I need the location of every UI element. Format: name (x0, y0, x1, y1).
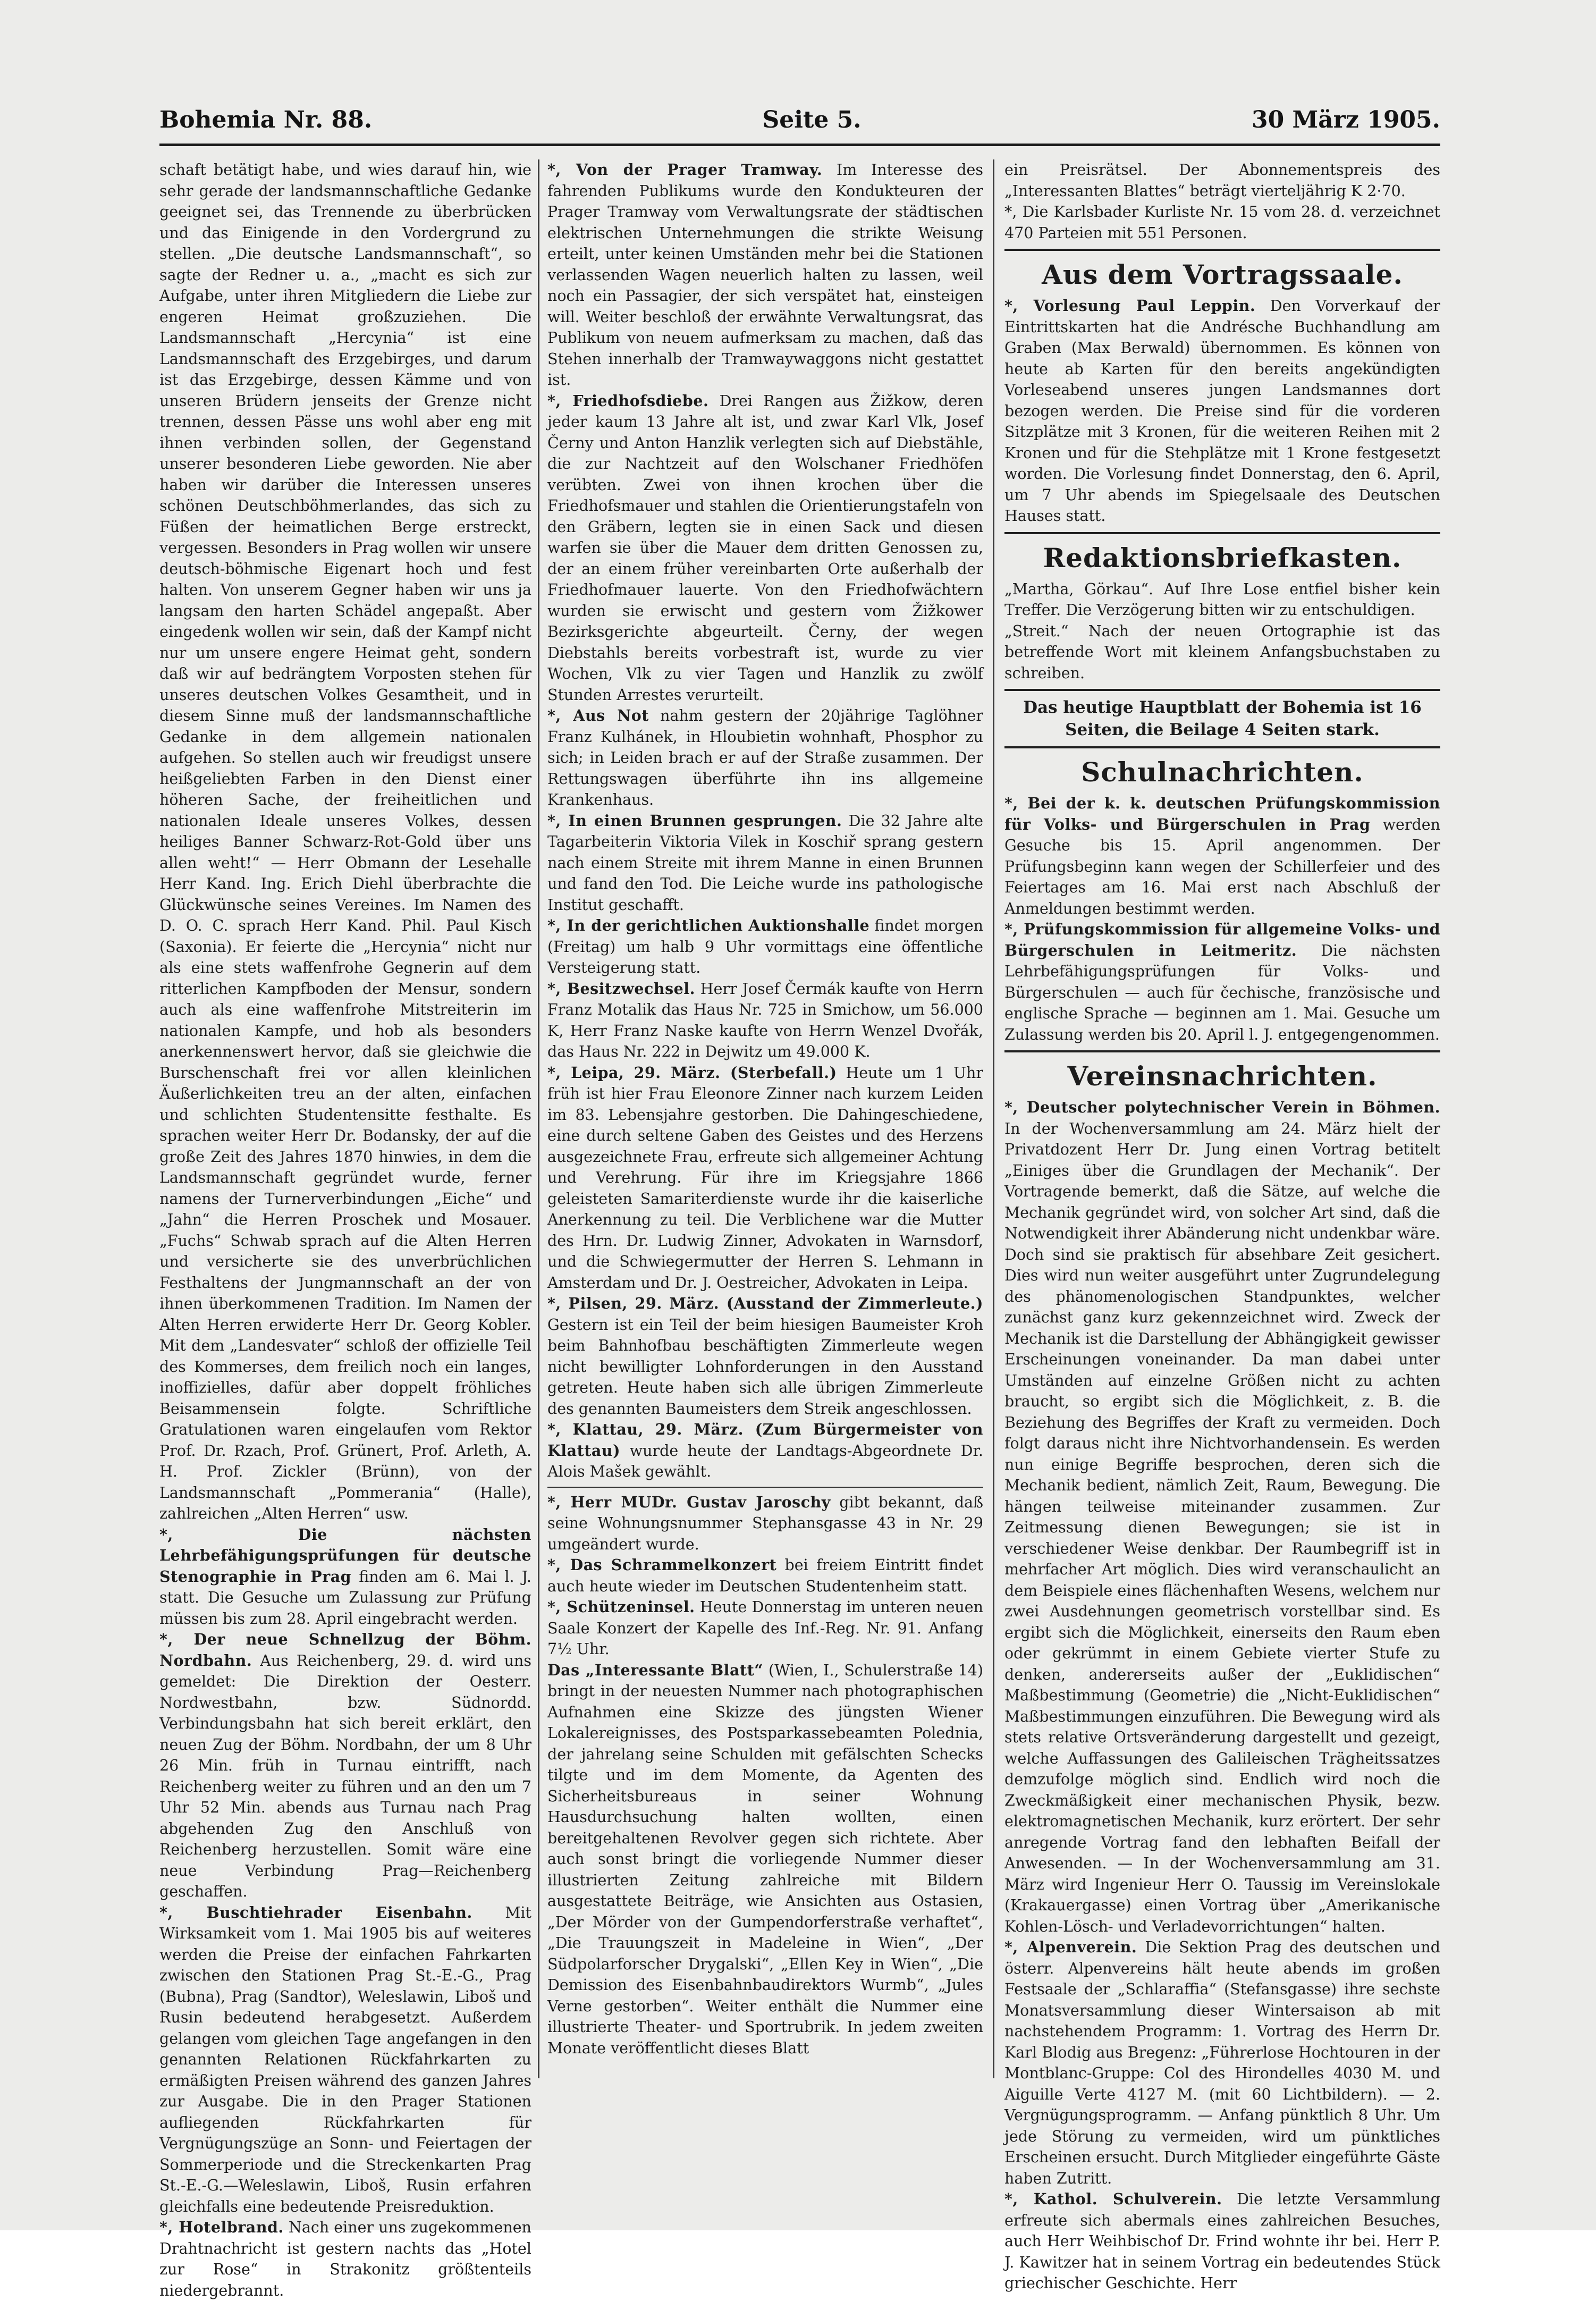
column-2 (547, 159, 984, 2057)
item-heading: *, Pilsen, 29. März. (Ausstand der Zimmerleute.) (547, 1294, 983, 1312)
notice-text: Das heutige Hauptblatt der Bohemia ist 16 Seiten, die Beilage 4 Seiten stark. (1023, 698, 1422, 739)
column-1 (159, 159, 531, 2299)
section-rule (1004, 689, 1440, 691)
column-divider (993, 159, 994, 2078)
item-body: werden Gesuche bis 15. April angenommen. Der Prüfungsbeginn kann wegen der Schillerfeier und des Feiertages am 16. Mai erst nach Abschluß der Anmeldungen bestimmt werden. (1004, 815, 1440, 917)
item-heading: *, Friedhofsdiebe. (547, 391, 709, 410)
news-item (547, 1597, 983, 1660)
news-item (547, 1063, 983, 1294)
section-title: Aus dem Vortragssaale. (1042, 259, 1403, 290)
news-item (1004, 296, 1440, 527)
section-rule (1004, 249, 1440, 251)
item-heading: *, Klattau, 29. März. (Zum Bürgermeister von Klattau) (547, 1420, 983, 1460)
item-heading: *, Prüfungskommission für allgemeine Volks- und Bürgerschulen in Leitmeritz. (1004, 920, 1440, 959)
item-body: Heute Donnerstag im unteren neuen Saale Konzert der Kapelle des Inf.-Reg. Nr. 91. Anfang 7½ Uhr. (547, 1598, 983, 1658)
item-body: In der Wochenversammlung am 24. März hielt der Privatdozent Herr Dr. Jung einen Vortrag betitelt „Einiges über die Grundlagen der Mechanik“. Der Vortragende bemerkt, daß die Sätze, auf welche die Mechanik gegründet wird, von solcher Art sind, daß die Notwendigkeit ihrer Abänderung nicht undenkbar wäre. Doch sind sie praktisch für absehbare Zeit gesichert. Dies wird nun weiter ausgeführt unter Zugrundelegung des phänomenologischen Standpunktes, welcher zunächst ganz kurz gekennzeichnet wird. Zweck der Mechanik ist die Darstellung der Abhängigkeit gewisser Erscheinungen voneinander. Da man dabei unter Umständen auf einzelne Größen nicht zu achten braucht, so ergibt sich die Möglichkeit, z. B. die Beziehung des Begriffes der Kraft zu vermeiden. Doch folgt daraus nicht ihre Nichtvorhandensein. Es werden nun einige Begriffe besprochen, deren sich die Mechanik bedient, nämlich Zeit, Raum, Bewegung. Die hängen teilweise miteinander zusammen. Zur Zeitmessung dienen Bewegungen; sie ist in verschiedener Weise denkbar. Der Raumbegriff ist in mehrfacher Art möglich. Dies wird veranschaulicht an dem Beispiele eines flächenhaften Wesens, welchem nur zwei Ausdehnungen geometrisch vorstellbar sind. Es ergibt sich die Möglichkeit, einerseits den Raum eben oder gekrümmt in einem Gebiete vierter Stufe zu denken, andererseits außer der „Euklidischen“ Maßbestimmung (Geometrie) die „Nicht-Euklidischen“ Maßbestimmungen einzuführen. Die Bewegung wird als stets relative Ortsveränderung dargestellt und gezeigt, welche Auffassungen des Galileischen Trägheitssatzes demzufolge möglich sind. Endlich wird noch die Zweckmäßigkeit einer mechanischen Physik, bezw. elektromagnetischen Mechanik, kurz erörtert. Der sehr anregende Vortrag fand den lebhaften Beifall der Anwesenden. — In der Wochenversammlung am 31. März wird Ingenieur Herr O. Taussig im Vereinslokale (Krakauergasse) einen Vortrag über „Amerikanische Kohlen-Lösch- und Verladevorrichtungen“ halten. (1004, 1119, 1440, 1935)
column-3 (1004, 159, 1440, 2292)
item-heading: *, Das Schrammelkonzert (547, 1556, 777, 1574)
news-item (1004, 919, 1440, 1045)
item-body: nahm gestern der 20jährige Taglöhner Franz Kulhánek, in Hloubietin wohnhaft, Phosphor zu sich; in Leiden brach er auf der Straße zusammen. Der Rettungswagen überführte ihn ins allgemeine Krankenhaus. (547, 707, 983, 808)
item-body: Aus Reichenberg, 29. d. wird uns gemeldet: Die Direktion der Oesterr. Nordwestbahn, bzw. Südnordd. Verbindungsbahn hat sich bereit erklärt, den neuen Zug der Böhm. Nordbahn, der um 8 Uhr 26 Min. früh in Turnau eintrifft, nach Reichenberg weiter zu führen und an den um 7 Uhr 52 Min. abends aus Turnau nach Prag abgehenden Zug den Anschluß von Reichenberg herzustellen. Somit wäre eine neue Verbindung Prag—Reichenberg geschaffen. (159, 1651, 531, 1900)
section-rule (1004, 532, 1440, 534)
article-body: ein Preisrätsel. Der Abonnementspreis des „Interessanten Blattes“ beträgt vierteljährig K 2·70. (1004, 161, 1440, 200)
item-body: Nach einer uns zugekommenen Drahtnachricht ist gestern nachts das „Hotel zur Rose“ in Strakonitz größtenteils niedergebrannt. (159, 2219, 531, 2299)
item-heading: *, In einen Brunnen gesprungen. (547, 811, 842, 830)
news-item (1004, 793, 1440, 919)
page-number: Seite 5. (762, 106, 862, 133)
item-heading: *, Deutscher polytechnischer Verein in Böhmen. (1004, 1098, 1440, 1116)
news-item (547, 1492, 983, 1555)
item-body: Den Vorverkauf der Eintrittskarten hat die Andrésche Buchhandlung am Graben (Max Berwald) übernommen. Es können von heute ab Karten für den bereits angekündigten Vorleseabend unseres jungen Landsmannes dort bezogen werden. Die Preise sind für die vorderen Sitzplätze mit 3 Kronen, für die weiteren Reihen mit 2 Kronen und für die Stehplätze mit 1 Krone festgesetzt worden. Die Vorlesung findet Donnerstag, den 6. April, um 7 Uhr abends im Spiegelsaale des Deutschen Hauses statt. (1004, 297, 1440, 525)
news-item (159, 2217, 531, 2301)
news-item (547, 159, 983, 391)
item-body: Im Interesse des fahrenden Publikums wurde den Kondukteuren der Prager Tramway vom Verwaltungsrate der städtischen elektrischen Unternehmungen die strikte Weisung erteilt, unter keinen Umständen mehr bei die Stationen verlassenden Wagen neuerlich halten zu lassen, weil noch ein Passagier, der sich verspätet hat, einsteigen will. Weiter beschloß der erwähnte Verwaltungsrat, das Publikum von neuem aufmerksam zu machen, daß das Stehen innerhalb der Tramwaywaggons nicht gestattet ist. (547, 161, 983, 389)
item-heading: *, Der neue Schnellzug der Böhm. Nordbahn. (159, 1630, 531, 1670)
news-item: *, Die Karlsbader Kurliste Nr. 15 vom 28. d. verzeichnet 470 Parteien mit 551 Personen. (1004, 203, 1440, 242)
news-item (159, 1629, 531, 1902)
news-item (547, 1660, 983, 2059)
item-heading: *, Besitzwechsel. (547, 979, 696, 998)
item-body: wurde heute der Landtags-Abgeordnete Dr. Alois Mašek gewählt. (547, 1442, 983, 1480)
item-heading: *, Bei der k. k. deutschen Prüfungskommission für Volks- und Bürgerschulen in Prag (1004, 794, 1440, 833)
section-title: Vereinsnachrichten. (1067, 1060, 1378, 1092)
item-body: Heute um 1 Uhr früh ist hier Frau Eleonore Zinner nach kurzem Leiden im 83. Lebensjahre gestorben. Die Dahingeschiedene, eine durch seltene Gaben des Geistes und des Herzens ausgezeichnete Frau, erfreute sich allgemeiner Achtung und Verehrung. Für ihre im Kriegsjahre 1866 geleisteten Samariterdienste wurde ihr die kaiserliche Anerkennung zu teil. Die Verblichene war die Mutter des Hrn. Dr. Ludwig Zinner, Advokaten in Warnsdorf, und die Schwiegermutter der Herren S. Lehmann in Amsterdam und Dr. J. Oestreicher, Advokaten in Leipa. (547, 1064, 983, 1292)
page-header (159, 106, 1440, 149)
item-heading: *, Die nächsten Lehrbefähigungsprüfungen für deutsche Stenographie in Prag (159, 1525, 531, 1586)
item-body: finden am 6. Mai l. J. statt. Die Gesuche um Zulassung zur Prüfung müssen bis zum 28. April eingebracht werden. (159, 1567, 531, 1628)
item-body: Mit Wirksamkeit vom 1. Mai 1905 bis auf weiteres werden die Preise der einfachen Fahrkarten zwischen den Stationen Prag St.-E.-G., Prag (Bubna), Prag (Sandtor), Weleslawin, Liboš und Rusin bedeutend herabgesetzt. Außerdem gelangen vom gleichen Tage angefangen in den genannten Relationen Rückfahrkarten zu ermäßigten Preisen während des ganzen Jahres zur Ausgabe. Die in den Prager Stationen aufliegenden Rückfahrkarten für Vergnügungszüge an Sonn- und Feiertagen der Sommerperiode und die Streckenkarten Prag St.-E.-G.—Weleslawin, Liboš, Rusin erfahren gleichfalls eine bedeutende Preisreduktion. (159, 1903, 531, 2215)
section-rule (1004, 746, 1440, 748)
header-rule (159, 144, 1440, 146)
section-title: Redaktionsbriefkasten. (1043, 542, 1402, 574)
section-title: Schulnachrichten. (1081, 756, 1364, 788)
item-heading: Das „Interessante Blatt“ (547, 1661, 764, 1679)
item-body: Herr Josef Čermák kaufte von Herrn Franz Motalik das Haus Nr. 725 in Smichow, um 56.000 K, Herr Franz Naske kaufte von Herrn Wenzel Dvořák, das Haus Nr. 222 in Dejwitz um 49.000 K. (547, 980, 983, 1060)
item-body: bei freiem Eintritt findet auch heute wieder im Deutschen Studentenheim statt. (547, 1556, 983, 1595)
item-heading: *, Herr MUDr. Gustav Jaroschy (547, 1493, 831, 1511)
column-divider (538, 159, 539, 2078)
item-body: Die 32 Jahre alte Tagarbeiterin Viktoria Vilek in Koschiř sprang gestern nach einem Streite mit ihrem Manne in einen Brunnen und fand den Tod. Die Leiche wurde ins pathologische Institut geschafft. (547, 812, 984, 914)
news-item (547, 1293, 983, 1419)
item-body: Drei Rangen aus Žižkow, deren jeder kaum 13 Jahre alt ist, und zwar Karl Vlk, Josef Černy und Anton Hanzlik verlegten sich auf Diebstähle, die zur Nachtzeit auf den Wolschaner Friedhöfen verübten. Zwei von ihnen krochen über die Friedhofsmauer und stahlen die Orientierungstafeln von den Gräbern, legten sie in einen Sack und diesen warfen sie über die Mauer dem dritten Genossen zu, der an einem früher vereinbarten Orte außerhalb der Friedhofmauer lauerte. Von den Friedhofwächtern wurden sie erwischt und gestern vom Žižkower Bezirksgerichte abgeurteilt. Černy, der wegen Diebstahls bereits vorbestraft ist, wurde zu vier Wochen, Vlk zu vier Tagen und Hanzlik zu zwölf Stunden Arrestes verurteilt. (547, 392, 983, 704)
item-heading: *, Kathol. Schulverein. (1004, 2190, 1222, 2208)
news-item (547, 705, 983, 811)
item-body: gibt bekannt, daß seine Wohnungsnummer Stephansgasse 43 in Nr. 29 umgeändert wurde. (547, 1493, 984, 1553)
item-body: findet morgen (Freitag) um halb 9 Uhr vormittags eine öffentliche Versteigerung statt. (547, 917, 984, 976)
news-item (1004, 1097, 1440, 1937)
news-item (547, 1555, 983, 1597)
item-heading: *, Vorlesung Paul Leppin. (1004, 297, 1256, 315)
news-item (547, 979, 983, 1063)
news-item: „Streit.“ Nach der neuen Ortographie ist das betreffende Wort mit kleinem Anfangsbuchstaben zu schreiben. (1004, 622, 1440, 682)
item-heading: *, Alpenverein. (1004, 1938, 1137, 1956)
item-heading: *, Buschtiehrader Eisenbahn. (159, 1903, 472, 1921)
item-body: Die letzte Versammlung erfreute sich abermals eines zahlreichen Besuches, auch Herr Weihbischof Dr. Frind wohnte ihr bei. Herr P. J. Kawitzer hat in seinem Vortrag ein bedeutendes Stück griechischer Geschichte. Herr (1004, 2190, 1440, 2292)
article-body: schaft betätigt habe, und wies darauf hin, wie sehr gerade der landsmannschaftliche Gedanke geeignet sei, das Trennende zu überbrücken und das Einigende in den Vordergrund zu stellen. „Die deutsche Landsmannschaft“, so sagte der Redner u. a., „macht es sich zur Aufgabe, unter ihren Mitgliedern die Liebe zur engeren Heimat großzuziehen. Die Landsmannschaft „Hercynia“ ist eine Landsmannschaft des Erzgebirges, und darum ist das Erzgebirge, dessen Kämme und von unseren Brüdern jenseits der Grenze nicht trennen, dessen Pässe uns wohl aber eng mit ihnen verbinden sollen, der Gegenstand unserer besonderen Liebe geworden. Nie aber haben wir darüber die Interessen unseres schönen Deutschböhmerlandes, das sich zu Füßen der heimatlichen Berge erstreckt, vergessen. Besonders in Prag wollen wir unsere deutsch-böhmische Eigenart hoch und fest halten. Von unserem Gegner haben wir uns ja langsam den harten Schädel angepaßt. Aber eingedenk wollen wir sein, daß der Kampf nicht nur um unsere engere Heimat geht, sondern daß wir auf bedrängtem Vorposten stehen für unseres deutschen Volkes Gesamtheit, und in diesem Sinne muß der landsmannschaftliche Gedanke in dem allgemein nationalen aufgehen. So stellen auch wir freudigst unsere heißgeliebten Farben in den Dienst einer höheren Sache, der freiheitlichen und nationalen Ideale unseres Volkes, dessen heiliges Banner Schwarz-Rot-Gold über uns allen weht!“ — Herr Obmann der Lesehalle Herr Kand. Ing. Erich Diehl überbrachte die Glückwünsche seines Vereines. Im Namen des D. O. C. sprach Herr Kand. Phil. Paul Kisch (Saxonia). Er feierte die „Hercynia“ nicht nur als eine stets waffenfrohe Gegnerin auf dem ritterlichen Kampfboden der Mensur, sondern auch als eine waffenfrohe Mitstreiterin im nationalen Kampfe, und hob als besonders anerkennenswert hervor, daß sie gleichwie die Burschenschaft frei vor allen kleinlichen Äußerlichkeiten treu an der alten, einfachen und schlichten Studentensitte festhalte. Es sprachen weiter Herr Dr. Bodansky, der auf die große Zeit des Jahres 1870 hinwies, in dem die Landsmannschaft gegründet wurde, ferner namens der Turnerverbindungen „Eiche“ und „Jahn“ die Herren Proschek und Mosauer. „Fuchs“ Schwab sprach auf die Alten Herren und versicherte sie des unverbrüchlichen Festhaltens der Jungmannschaft an der von ihnen überkommenen Tradition. Im Namen der Alten Herren erwiderte Herr Dr. Georg Kobler. Mit dem „Landesvater“ schloß der offizielle Teil des Kommerses, dem freilich noch ein langes, inoffizielles, dafür aber doppelt fröhliches Beisammensein folgte. Schriftliche Gratulationen waren eingelaufen vom Rektor Prof. Dr. Rzach, Prof. Grünert, Prof. Arleth, A. H. Prof. Zickler (Brünn), von der Landsmannschaft „Pommerania“ (Halle), zahlreichen „Alten Herren“ usw. (159, 161, 531, 1522)
news-item (159, 1524, 531, 1630)
news-item (159, 1902, 531, 2218)
item-body: (Wien, I., Schulerstraße 14) bringt in der neuesten Nummer nach photographischen Aufnahmen eine Skizze des jüngsten Wiener Lokalereignisses, des Postsparkassebeamten Polednia, der jahrelang seine Schulden mit gefälschten Schecks tilgte und im dem Momente, da Agenten des Sicherheitsbureaus in seiner Wohnung Hausdurchsuchung halten wollten, einen bereitgehaltenen Revolver gegen sich richtete. Aber auch sonst bringt die vorliegende Nummer dieser illustrierten Zeitung zahlreiche mit Bildern ausgestattete Beiträge, wie Ansichten aus Ostasien, „Der Mörder von der Gumpendorferstraße verhaftet“, „Die Trauungszeit in Madeleine in Wien“, „Der Südpolarforscher Drygalski“, „Ellen Key in Wien“, „Die Demission des Eisenbahnbaudirektors Wurmb“, „Jules Verne gestorben“. Weiter enthält die Nummer eine illustrierte Theater- und Sportrubrik. In jedem zweiten Monate veröffentlicht dieses Blatt (547, 1661, 983, 2057)
news-item (547, 915, 983, 979)
news-item (547, 391, 983, 706)
issue-date: 30 März 1905. (1251, 106, 1440, 133)
item-body: Die Sektion Prag des deutschen und österr. Alpenvereins hält heute abends im großen Festsaale der „Schlaraffia“ (Stefansgasse) ihre sechste Monatsversammlung dieser Wintersaison ab mit nachstehendem Programm: 1. Vortrag des Herrn Dr. Karl Blodig aus Bregenz: „Führerlose Hochtouren in der Montblanc-Gruppe: Col des Hirondelles 4030 M. und Aiguille Verte 4127 M. (mit 60 Lichtbildern). — 2. Vergnügungsprogramm. — Anfang pünktlich 8 Uhr. Um jede Störung zu vermeiden, wird um pünktliches Erscheinen ersucht. Durch Mitglieder eingeführte Gäste haben Zutritt. (1004, 1938, 1440, 2187)
item-heading: *, Schützeninsel. (547, 1598, 695, 1616)
item-body: Gestern ist ein Teil der beim hiesigen Baumeister Kroh beim Bahnhofbau beschäftigten Zimmerleute wegen nicht bewilligter Lohnforderungen in den Ausstand getreten. Heute haben sich alle übrigen Zimmerleute des genannten Baumeisters dem Streik angeschlossen. (547, 1316, 983, 1418)
item-heading: *, Von der Prager Tramway. (547, 161, 823, 179)
news-item: „Martha, Görkau“. Auf Ihre Lose entfiel bisher kein Treffer. Die Verzögerung bitten wir zu entschuldigen. (1004, 580, 1440, 619)
item-heading: *, Hotelbrand. (159, 2218, 284, 2236)
section-rule (1004, 1050, 1440, 1052)
section-rule (547, 1487, 983, 1488)
issue-label: Bohemia Nr. 88. (159, 106, 373, 133)
news-item (547, 811, 983, 916)
news-item (1004, 2189, 1440, 2294)
news-item (547, 1419, 983, 1482)
item-body: Die nächsten Lehrbefähigungsprüfungen für Volks- und Bürgerschulen — auch für čechische, französische und englische Sprache — beginnen am 1. Mai. Gesuche um Zulassung werden bis 20. April l. J. entgegengenommen. (1004, 941, 1440, 1043)
item-heading: *, Aus Not (547, 706, 649, 724)
item-heading: *, In der gerichtlichen Auktionshalle (547, 916, 870, 934)
item-heading: *, Leipa, 29. März. (Sterbefall.) (547, 1063, 837, 1082)
news-item (1004, 1937, 1440, 2189)
